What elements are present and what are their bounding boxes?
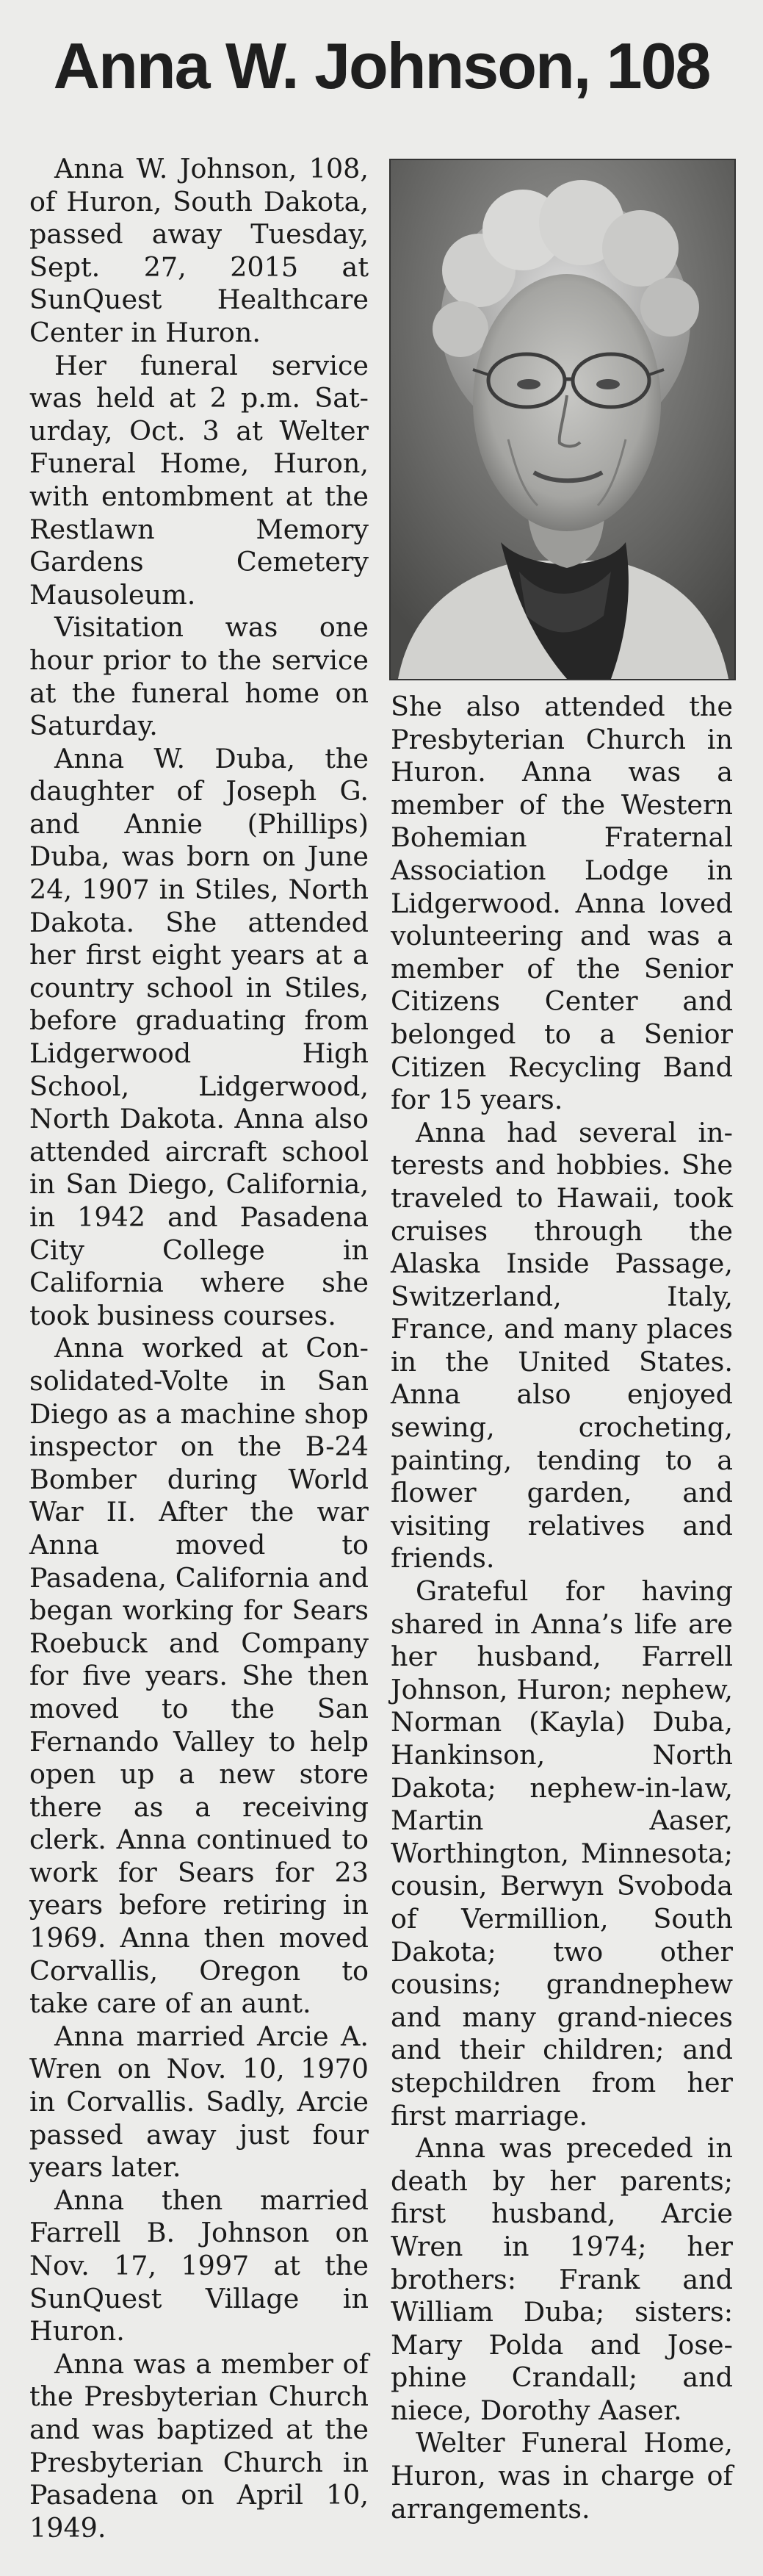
paragraph: Anna was a member of the Presbyterian Church and was baptized at the Presbyterian Church in Pasadena on April 10, 1949.: [29, 2347, 369, 2544]
paragraph: She also attended the Presbyterian Church in Huron. Anna was a member of the Western Bohemian Fraternal Association Lodge in Lidgerwood. Anna loved volunteering and was a member of the Senior Citizens Center and belonged to a Senior Citizen Recycling Band for 15 years.: [391, 691, 733, 1116]
portrait-illustration: [391, 160, 734, 679]
obituary-column-right: [391, 691, 733, 2525]
paragraph: Welter Funeral Home, Huron, was in charge of arrangements.: [391, 2427, 733, 2525]
paragraph: Her funeral service was held at 2 p.m. Saturday, Oct. 3 at Welter Funeral Home, Huron, with entombment at the Restlawn Memory Gardens Cemetery Mausoleum.: [29, 349, 369, 611]
paragraph: Anna was preceded in death by her parents; first husband, Arcie Wren in 1974; her brothers: Frank and William Duba; sisters: Mary Polda and Josephine Crandall; and niece, Dorothy Aaser.: [391, 2132, 733, 2426]
obituary-column-left: [29, 153, 369, 2544]
paragraph: Grateful for having shared in Anna’s life are her husband, Farrell Johnson, Huron; nephew, Norman (Kayla) Duba, Hankinson, North Dakota; nephew-in-law, Martin Aaser, Worthington, Minnesota; cousin, Berwyn Svoboda of Vermillion, South Dakota; two other cousins; grandnephew and many grand-nieces and their children; and stepchildren from her first marriage.: [391, 1575, 733, 2131]
paragraph: Anna married Arcie A. Wren on Nov. 10, 1970 in Corvallis. Sadly, Arcie passed away just four years later.: [29, 2020, 369, 2184]
paragraph: Anna then married Farrell B. Johnson on Nov. 17, 1997 at the SunQuest Village in Huron.: [29, 2184, 369, 2347]
paragraph: Anna W. Duba, the daughter of Joseph G. and Annie (Phillips) Duba, was born on June 24, 1907 in Stiles, North Dakota. She attended her first eight years at a country school in Stiles, before graduating from Lidgerwood High School, Lidgerwood, North Dakota. Anna also attended aircraft school in San Diego, California, in 1942 and Pasadena City College in California where she took business courses.: [29, 742, 369, 1331]
obituary-title: Anna W. Johnson, 108: [53, 29, 710, 102]
paragraph: Visitation was one hour prior to the service at the funeral home on Saturday.: [29, 611, 369, 742]
paragraph: Anna worked at Consolidated-Volte in San Diego as a machine shop inspector on the B-24 Bomber during World War II. After the war Anna moved to Pasadena, California and began working for Sears Roebuck and Company for five years. She then moved to the San Fernando Valley to help open up a new store there as a receiving clerk. Anna continued to work for Sears for 23 years before retiring in 1969. Anna then moved Corvallis, Oregon to take care of an aunt.: [29, 1332, 369, 2020]
paragraph: Anna W. Johnson, 108, of Huron, South Dakota, passed away Tuesday, Sept. 27, 2015 at SunQuest Healthcare Center in Huron.: [29, 153, 369, 348]
paragraph: Anna had several interests and hobbies. She traveled to Hawaii, took cruises through the Alaska Inside Passage, Switzerland, Italy, France, and many places in the United States. Anna also enjoyed sewing, crocheting, painting, tending to a flower garden, and visiting relatives and friends.: [391, 1116, 733, 1575]
portrait-photo: [389, 159, 736, 680]
